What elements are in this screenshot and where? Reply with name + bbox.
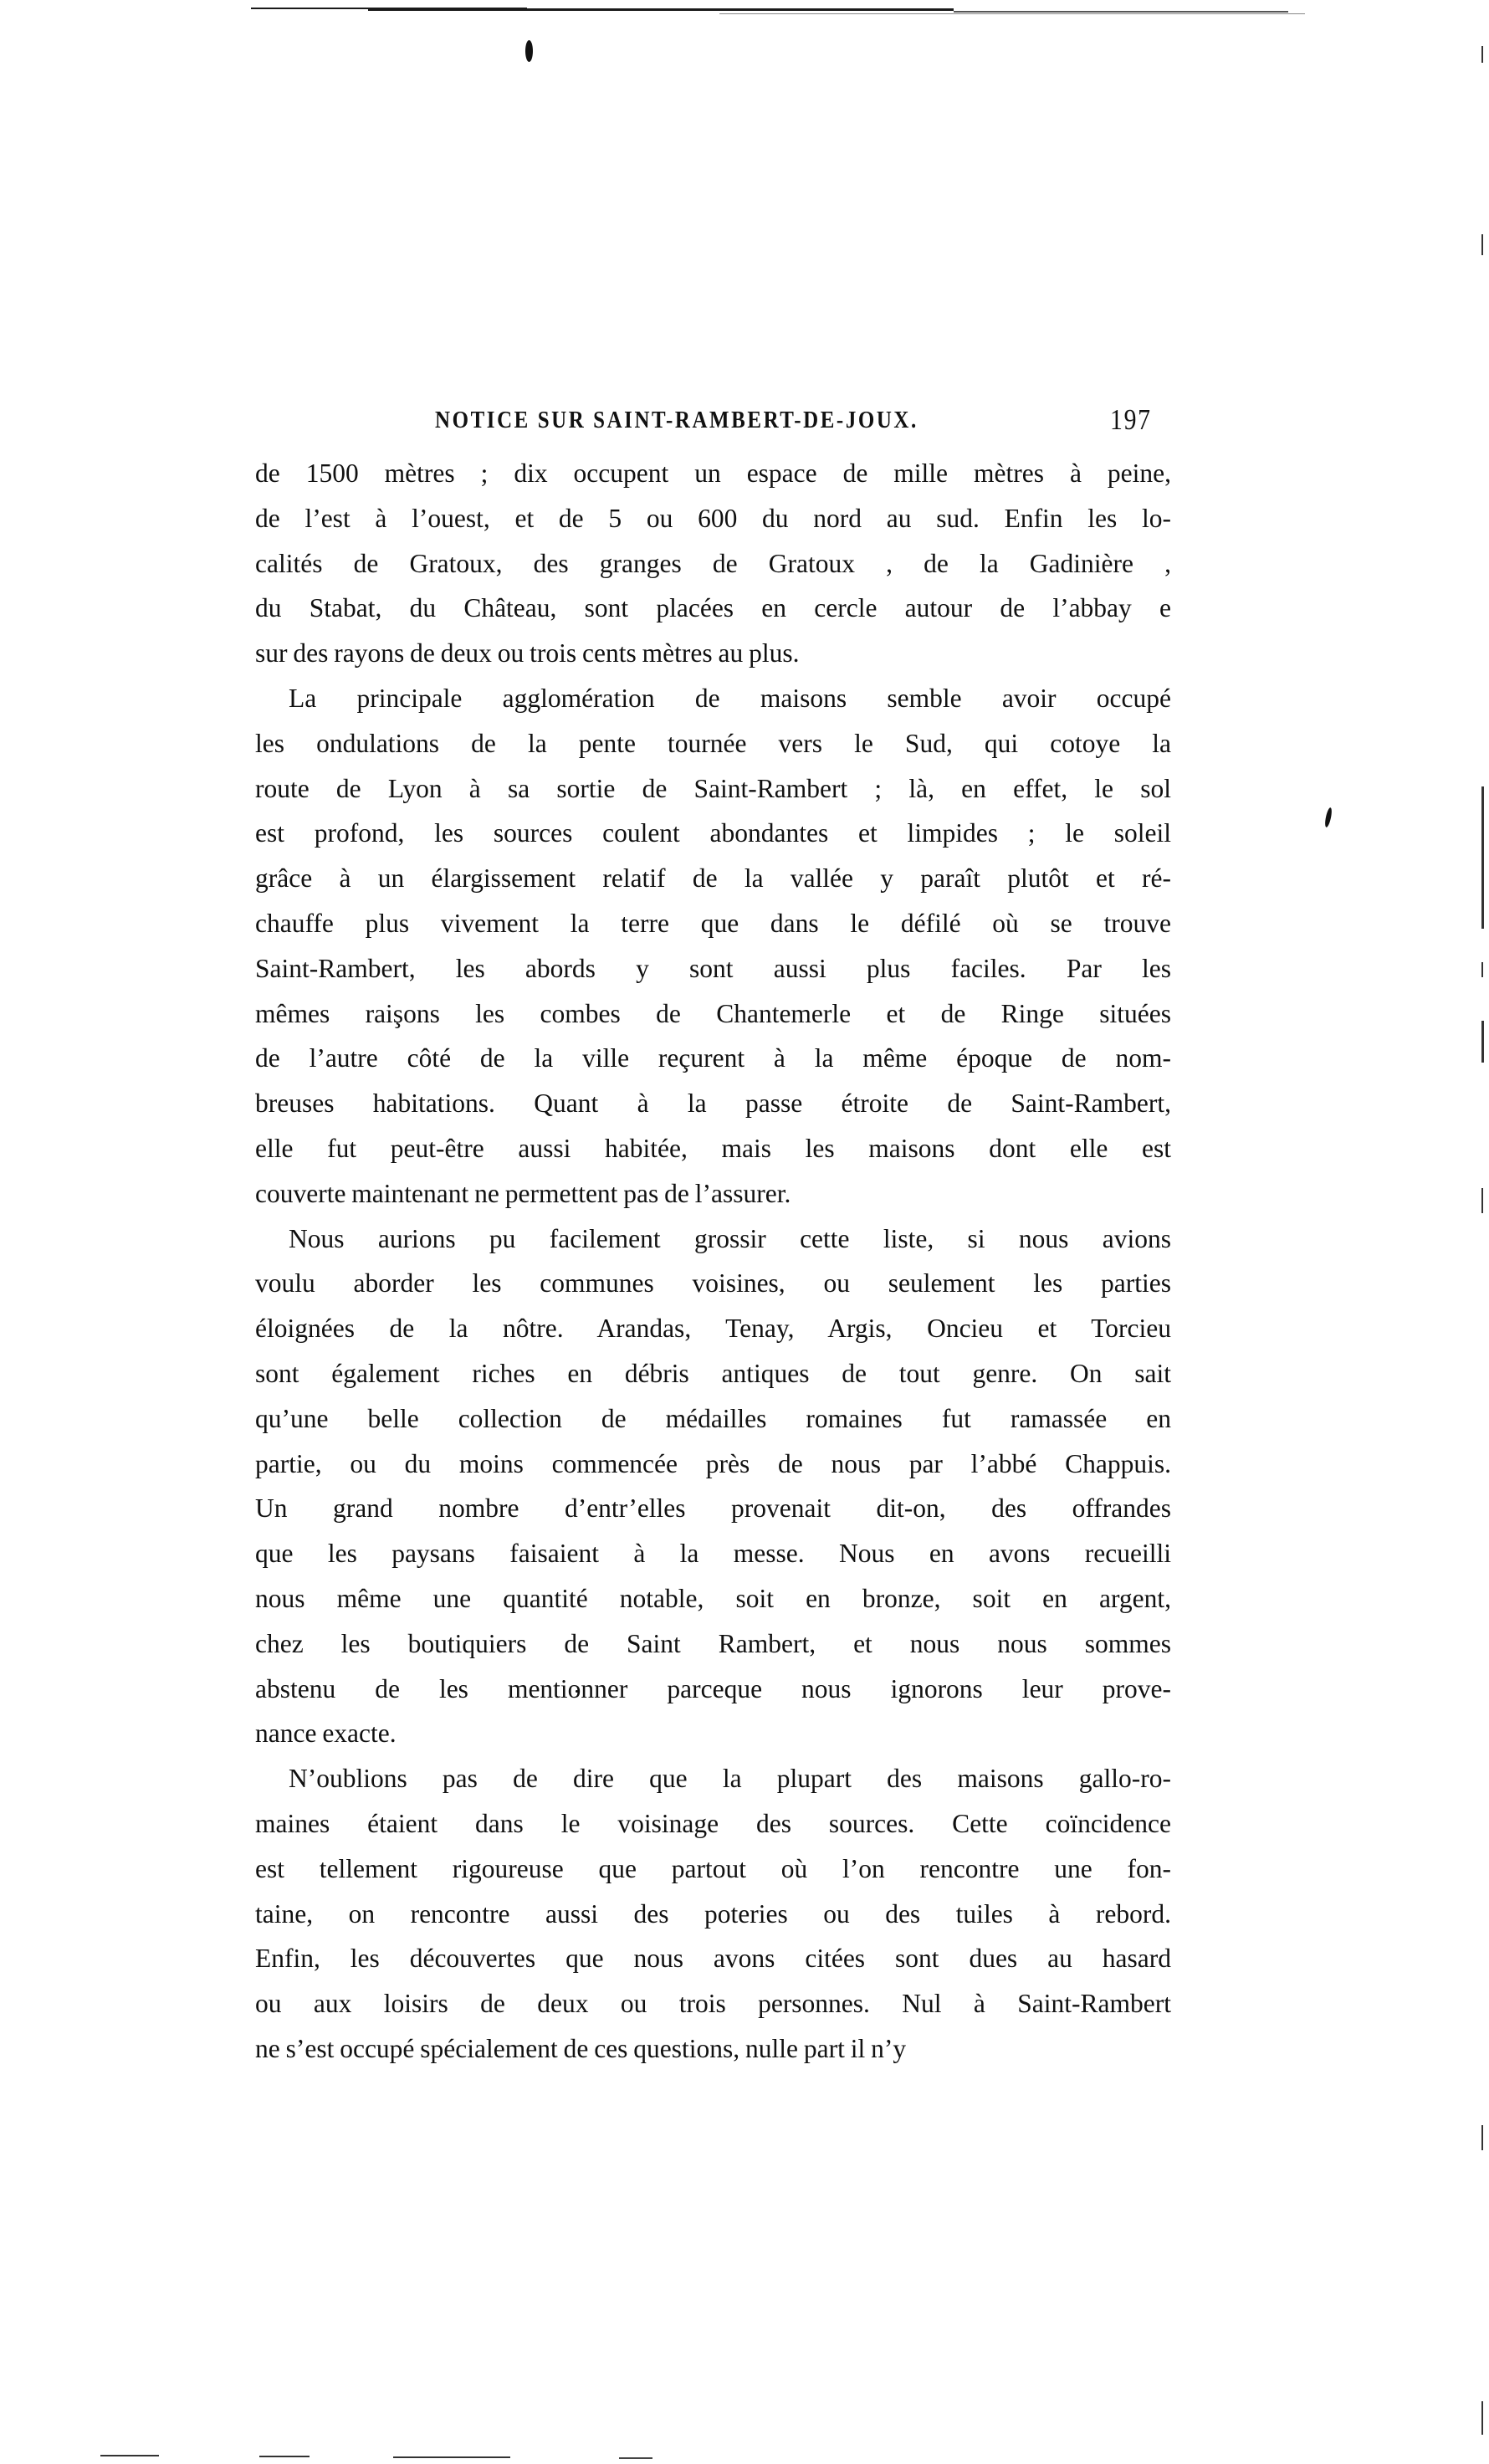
text-line: sont également riches en débris antiques de tout genre. On sait xyxy=(255,1358,1171,1388)
scan-edge-right xyxy=(1481,1021,1484,1063)
text-line: Un grand nombre d’entr’elles provenait dit-on, des offrandes xyxy=(255,1493,1171,1524)
text-line: ne s’est occupé spécialement de ces questions, nulle part il n’y xyxy=(255,2033,907,2063)
text-line: calités de Gratoux, des granges de Gratoux , de la Gadinière , xyxy=(255,548,1171,578)
text-line: nous même une quantité notable, soit en bronze, soit en argent, xyxy=(255,1583,1171,1613)
scan-edge-bottom xyxy=(259,2456,310,2457)
scan-edge-right xyxy=(1481,2401,1483,2435)
scan-edge-right xyxy=(1481,786,1484,929)
scan-edge-bottom xyxy=(100,2455,159,2456)
scan-edge-right xyxy=(1481,962,1483,977)
body-text xyxy=(255,457,1171,2077)
text-line: sur des rayons de deux ou trois cents mètres au plus. xyxy=(255,638,800,669)
text-line: de l’est à l’ouest, et de 5 ou 600 du nord au sud. Enfin les lo- xyxy=(255,503,1171,533)
paragraph xyxy=(255,1762,1171,2077)
text-line: de l’autre côté de la ville reçurent à la même époque de nom- xyxy=(255,1043,1171,1073)
text-line: de 1500 mètres ; dix occupent un espace de mille mètres à peine, xyxy=(255,458,1171,488)
text-line: chez les boutiquiers de Saint Rambert, et nous nous sommes xyxy=(255,1628,1171,1658)
scan-edge-top xyxy=(954,11,1288,13)
text-line: est profond, les sources coulent abondantes et limpides ; le soleil xyxy=(255,818,1171,848)
text-line: Nous aurions pu facilement grossir cette liste, si nous avions xyxy=(289,1223,1171,1253)
text-line: maines étaient dans le voisinage des sources. Cette coïncidence xyxy=(255,1808,1171,1838)
text-line: N’oublions pas de dire que la plupart des maisons gallo-ro- xyxy=(289,1764,1171,1794)
scan-edge-right xyxy=(1481,46,1483,63)
text-line: mêmes raişons les combes de Chantemerle et de Ringe situées xyxy=(255,998,1171,1028)
text-line: voulu aborder les communes voisines, ou seulement les parties xyxy=(255,1268,1171,1299)
text-line: partie, ou du moins commencée près de nous par l’abbé Chappuis. xyxy=(255,1448,1171,1478)
text-line: chauffe plus vivement la terre que dans le défilé où se trouve xyxy=(255,908,1171,938)
text-line: taine, on rencontre aussi des poteries ou des tuiles à rebord. xyxy=(255,1898,1171,1929)
scan-edge-right xyxy=(1481,234,1483,255)
ink-speck xyxy=(525,40,533,62)
scan-edge-bottom xyxy=(393,2456,510,2458)
scan-edge-right xyxy=(1481,1188,1483,1213)
text-line: route de Lyon à sa sortie de Saint-Rambert ; là, en effet, le sol xyxy=(255,773,1171,803)
text-line: ou aux loisirs de deux ou trois personnes. Nul à Saint-Rambert xyxy=(255,1989,1171,2019)
text-line: est tellement rigoureuse que partout où l’on rencontre une fon- xyxy=(255,1853,1171,1883)
running-head: NOTICE SUR SAINT-RAMBERT-DE-JOUX. xyxy=(435,407,918,433)
text-line: Enfin, les découvertes que nous avons citées sont dues au hasard xyxy=(255,1944,1171,1974)
scan-edge-bottom xyxy=(619,2457,652,2459)
paragraph xyxy=(255,457,1171,682)
scan-edge-top xyxy=(719,13,1305,14)
text-line: elle fut peut-être aussi habitée, mais les maisons dont elle est xyxy=(255,1133,1171,1163)
paragraph xyxy=(255,682,1171,1222)
text-line: Saint-Rambert, les abords y sont aussi plus faciles. Par les xyxy=(255,953,1171,983)
text-line: La principale agglomération de maisons semble avoir occupé xyxy=(289,683,1171,713)
ink-speck xyxy=(1324,807,1333,828)
page-number: 197 xyxy=(1110,403,1152,436)
text-line: couverte maintenant ne permettent pas de l’assurer. xyxy=(255,1178,791,1208)
text-line: qu’une belle collection de médailles romaines fut ramassée en xyxy=(255,1403,1171,1433)
paragraph xyxy=(255,1222,1171,1763)
text-line: breuses habitations. Quant à la passe étroite de Saint-Rambert, xyxy=(255,1089,1171,1119)
text-line: nance exacte. xyxy=(255,1719,397,1749)
scan-edge-right xyxy=(1481,2125,1483,2150)
text-line: les ondulations de la pente tournée vers le Sud, qui cotoye la xyxy=(255,728,1171,758)
text-line: que les paysans faisaient à la messe. Nous en avons recueilli xyxy=(255,1539,1171,1569)
text-line: du Stabat, du Château, sont placées en cercle autour de l’abbay e xyxy=(255,593,1171,623)
text-line: abstenu de les mentionner parceque nous ignorons leur prove- xyxy=(255,1673,1171,1703)
text-line: éloignées de la nôtre. Arandas, Tenay, Argis, Oncieu et Torcieu xyxy=(255,1314,1171,1344)
text-line: grâce à un élargissement relatif de la vallée y paraît plutôt et ré- xyxy=(255,863,1171,894)
scan-edge-top xyxy=(368,8,954,11)
